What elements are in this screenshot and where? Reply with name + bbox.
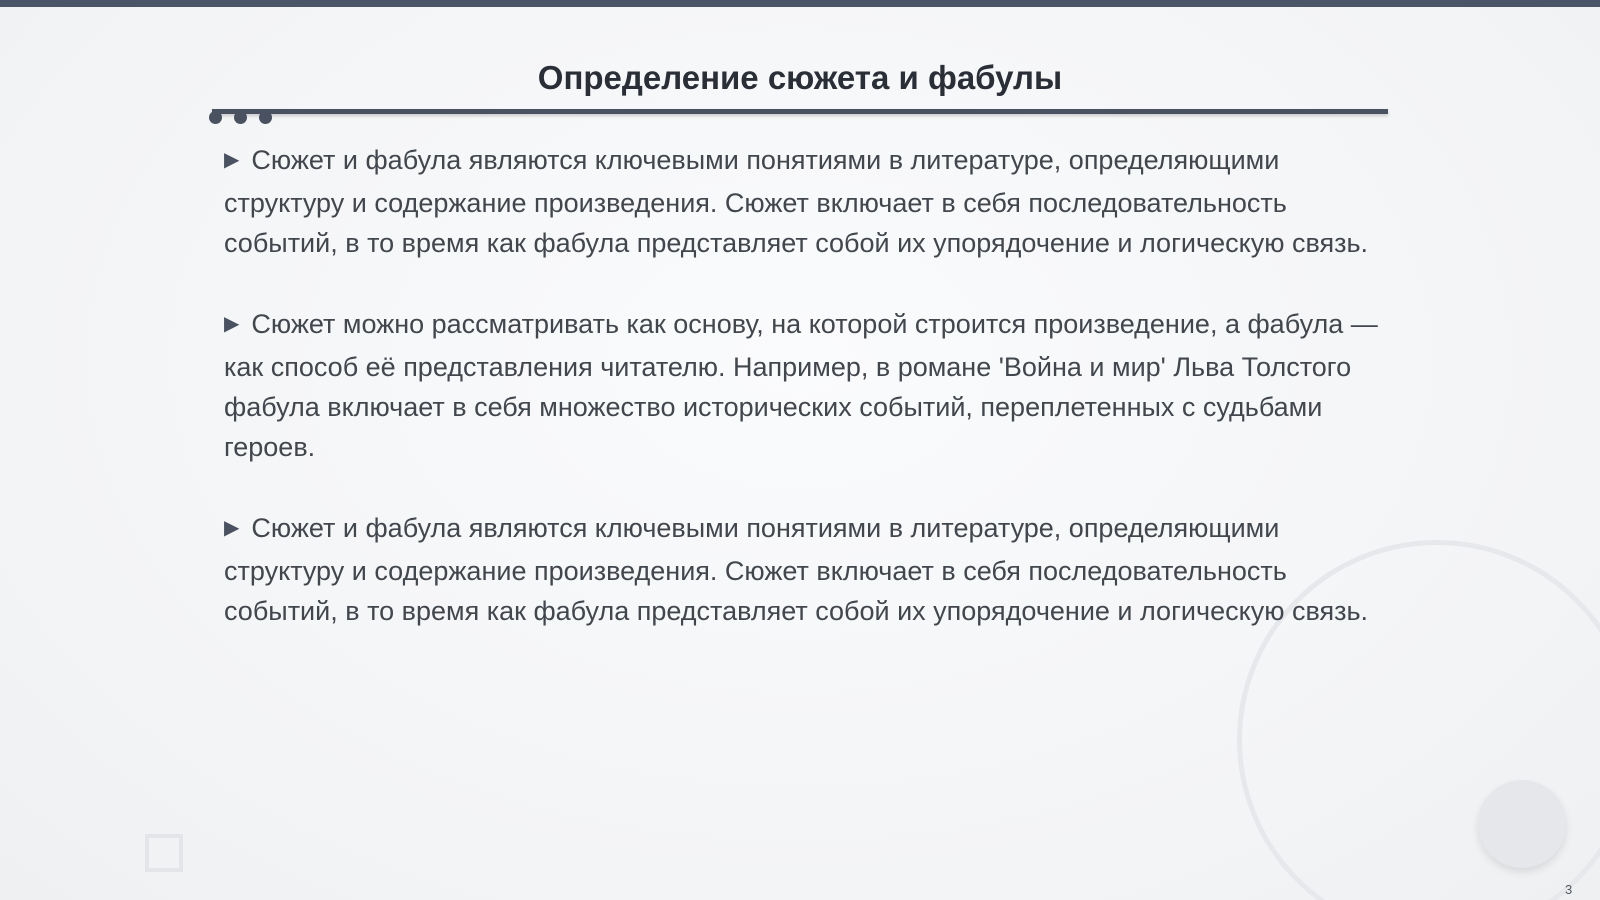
decorative-square xyxy=(145,834,183,872)
page-number: 3 xyxy=(1565,882,1573,897)
title-underline xyxy=(212,109,1388,114)
underline-dot-1 xyxy=(209,111,222,124)
bullet-text: Сюжет можно рассматривать как основу, на которой строится произведение, а фабула — как способ её представления читателю. Например, в романе 'Война и мир' Льва Толстого фабула включает в себя множество исторических событий, переплетенных с судьбами героев. xyxy=(224,309,1378,462)
bullet-text: Сюжет и фабула являются ключевыми понятиями в литературе, определяющими структуру и содержание произведения. Сюжет включает в себя последовательность событий, в то время как фабула представляет собой их упорядочение и логическую связь. xyxy=(224,145,1369,258)
decorative-circle xyxy=(1478,780,1566,868)
underline-dot-2 xyxy=(234,111,247,124)
bullet-text: Сюжет и фабула являются ключевыми понятиями в литературе, определяющими структуру и содержание произведения. Сюжет включает в себя последовательность событий, в то время как фабула представляет собой их упорядочение и логическую связь. xyxy=(224,513,1369,626)
bullet-item xyxy=(224,140,1384,263)
bullet-item xyxy=(224,304,1384,467)
triangle-right-icon: ▶ xyxy=(224,517,240,539)
slide-title: Определение сюжета и фабулы xyxy=(537,59,1063,96)
bullet-item xyxy=(224,508,1384,631)
top-accent-bar xyxy=(0,0,1600,7)
triangle-right-icon: ▶ xyxy=(224,313,240,335)
underline-dot-3 xyxy=(259,111,272,124)
triangle-right-icon: ▶ xyxy=(224,149,240,171)
bullet-list xyxy=(224,140,1384,672)
